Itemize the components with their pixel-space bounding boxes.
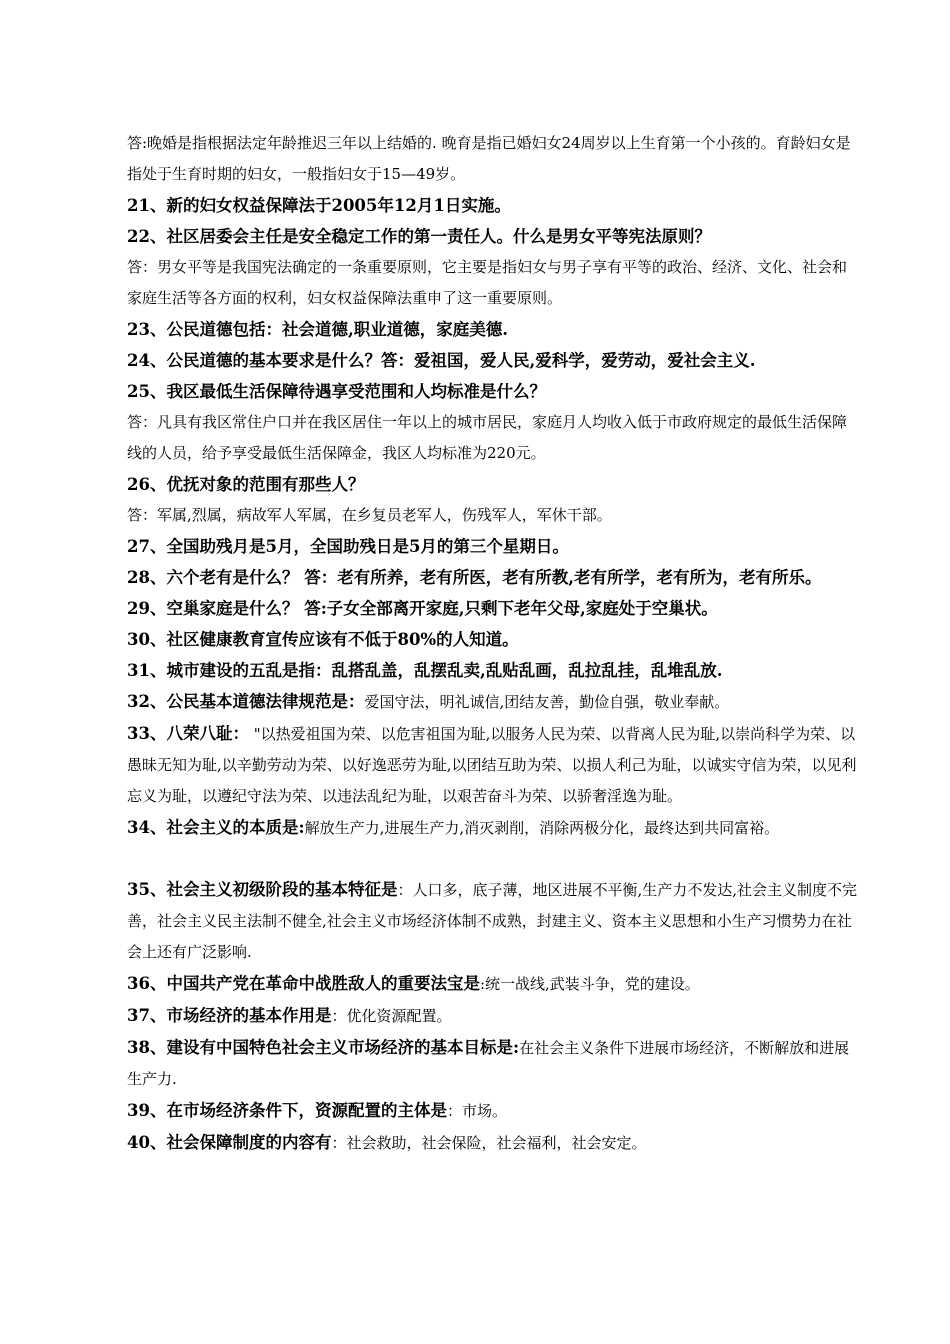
question-37: 37、市场经济的基本作用是 xyxy=(127,1006,332,1025)
answer-39: ：市场。 xyxy=(446,1102,507,1120)
question-36: 36、中国共产党在革命中战胜敌人的重要法宝是 xyxy=(127,974,480,993)
question-32: 32、公民基本道德法律规范是： xyxy=(127,692,365,711)
question-35: 35、社会主义初级阶段的基本特征是 xyxy=(127,880,398,899)
answer-paragraph: 答:晚婚是指根据法定年龄推迟三年以上结婚的. 晚育是指已婚妇女24周岁以上生育第一个小孩的。育龄妇女是指处于生育时期的妇女，一般指妇女于15—49岁。 xyxy=(127,134,851,183)
item-38 xyxy=(127,1032,857,1095)
question-25: 25、我区最低生活保障待遇享受范围和人均标准是什么？ xyxy=(127,382,546,401)
question-28: 28、六个老有是什么？ 答：老有所养，老有所医，老有所教,老有所学，老有所为，老有所乐。 xyxy=(127,568,822,587)
question-30: 30、社区健康教育宣传应该有不低于80%的人知道。 xyxy=(127,630,519,649)
answer-38: 在社会主义条件下进展市场经济，不断解放和进展生产力. xyxy=(127,1039,850,1088)
question-29: 29、空巢家庭是什么？ 答:子女全部离开家庭,只剩下老年父母,家庭处于空巢状。 xyxy=(127,599,718,618)
question-22: 22、社区居委会主任是安全稳定工作的第一责任人。什么是男女平等宪法原则？ xyxy=(127,227,711,246)
item-37 xyxy=(127,1000,857,1032)
question-33: 33、八荣八耻： xyxy=(127,724,249,743)
answer-25: 答：凡具有我区常住户口并在我区居住一年以上的城市居民，家庭月人均收入低于市政府规定的最低生活保障线的人员，给予享受最低生活保障金，我区人均标准为220元。 xyxy=(127,413,848,462)
answer-32: 爱国守法，明礼诚信,团结友善，勤俭自强，敬业奉献。 xyxy=(364,693,730,711)
answer-35: ：人口多，底子薄，地区进展不平衡,生产力不发达,社会主义制度不完善，社会主义民主法制不健全,社会主义市场经济体制不成熟，封建主义、资本主义思想和小生产习惯势力在社会上还有广泛影响. xyxy=(127,881,858,961)
item-39 xyxy=(127,1095,857,1127)
question-24: 24、公民道德的基本要求是什么？答：爱祖国，爱人民,爱科学，爱劳动，爱社会主义. xyxy=(127,351,756,370)
item-40 xyxy=(127,1127,857,1159)
question-21: 21、新的妇女权益保障法于2005年12月1日实施。 xyxy=(127,196,511,215)
answer-37: ：优化资源配置。 xyxy=(331,1007,452,1025)
item-34 xyxy=(127,812,857,844)
question-23: 23、公民道德包括：社会道德,职业道德，家庭美德. xyxy=(127,320,508,339)
question-38: 38、建设有中国特色社会主义市场经济的基本目标是: xyxy=(127,1038,520,1057)
question-34: 34、社会主义的本质是: xyxy=(127,818,305,837)
answer-36: :统一战线,武装斗争，党的建设。 xyxy=(479,975,700,993)
answer-26: 答：军属,烈属，病故军人军属，在乡复员老军人，伤残军人，军休干部。 xyxy=(127,506,612,524)
answer-34: 解放生产力,进展生产力,消灭剥削，消除两极分化，最终达到共同富裕。 xyxy=(304,819,780,837)
question-31: 31、城市建设的五乱是指：乱搭乱盖，乱摆乱卖,乱贴乱画，乱拉乱挂，乱堆乱放. xyxy=(127,661,723,680)
answer-33: "以热爱祖国为荣、以危害祖国为耻,以服务人民为荣、以背离人民为耻,以崇尚科学为荣、以愚昧无知为耻,以辛勤劳动为荣、以好逸恶劳为耻,以团结互助为荣、以损人利己为耻，以诚实守信为荣，以见利忘义为耻，以遵纪守法为荣、以违法乱纪为耻，以艰苦奋斗为荣、以骄奢淫逸为耻。 xyxy=(127,725,857,805)
item-32 xyxy=(127,686,857,718)
item-36 xyxy=(127,968,857,1000)
item-33 xyxy=(127,718,857,812)
question-26: 26、优抚对象的范围有那些人？ xyxy=(127,475,365,494)
answer-40: ：社会救助，社会保险，社会福利，社会安定。 xyxy=(331,1134,647,1152)
question-27: 27、全国助残月是5月，全国助残日是5月的第三个星期日。 xyxy=(127,537,569,556)
document-body xyxy=(127,128,857,1159)
answer-22: 答：男女平等是我国宪法确定的一条重要原则，它主要是指妇女与男子享有平等的政治、经济、文化、社会和家庭生活等各方面的权利，妇女权益保障法重申了这一重要原则。 xyxy=(127,258,848,307)
blank-line xyxy=(127,844,857,874)
question-39: 39、在市场经济条件下，资源配置的主体是 xyxy=(127,1101,447,1120)
item-35 xyxy=(127,874,857,968)
question-40: 40、社会保障制度的内容有 xyxy=(127,1133,332,1152)
